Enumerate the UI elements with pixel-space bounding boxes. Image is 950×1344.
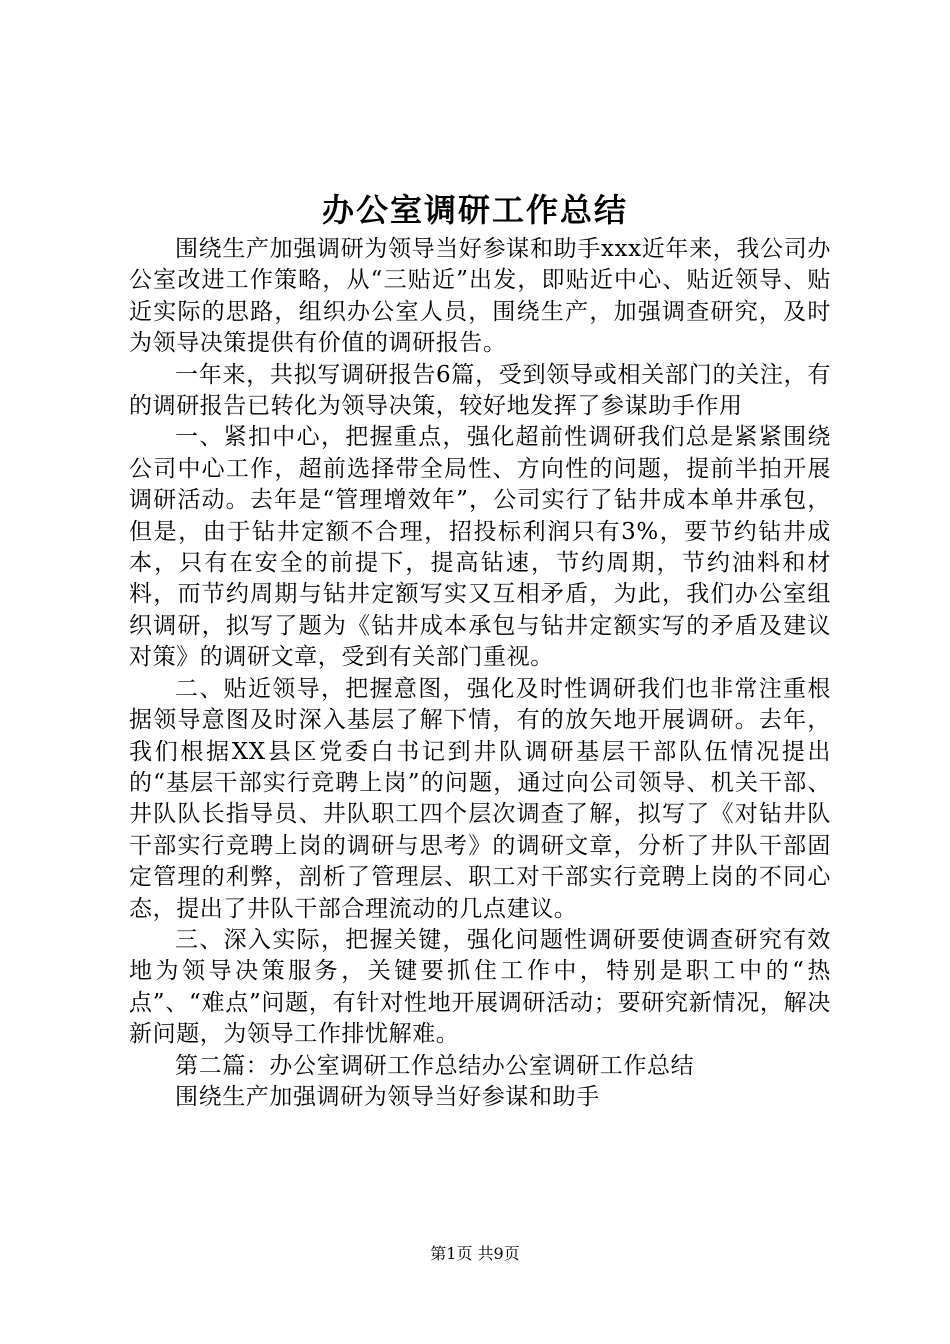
paragraph: 一年来，共拟写调研报告6篇，受到领导或相关部门的关注，有的调研报告已转化为领导决策，较好地发挥了参谋助手作用: [129, 361, 831, 420]
paragraph: 二、贴近领导，把握意图，强化及时性调研我们也非常注重根据领导意图及时深入基层了解下情，有的放矢地开展调研。去年，我们根据XX县区党委白书记到井队调研基层干部队伍情况提出的“基层干部实行竞聘上岗”的问题，通过向公司领导、机关干部、井队队长指导员、井队职工四个层次调查了解，拟写了《对钻井队干部实行竞聘上岗的调研与思考》的调研文章，分析了井队干部固定管理的利弊，剖析了管理层、职工对干部实行竞聘上岗的不同心态，提出了井队干部合理流动的几点建议。: [129, 675, 831, 922]
paragraph: 围绕生产加强调研为领导当好参谋和助手: [175, 1083, 600, 1110]
paragraph: 围绕生产加强调研为领导当好参谋和助手xxx近年来，我公司办公室改进工作策略，从“三贴近”出发，即贴近中心、贴近领导、贴近实际的思路，组织办公室人员，围绕生产，加强调查研究，及时为领导决策提供有价值的调研报告。: [129, 236, 831, 357]
paragraph: 第二篇：办公室调研工作总结办公室调研工作总结: [175, 1052, 695, 1079]
document-body: [129, 234, 831, 1113]
page-footer: 第1页 共9页: [430, 1244, 520, 1263]
paragraph: 一、紧扣中心，把握重点，强化超前性调研我们总是紧紧围绕公司中心工作，超前选择带全局性、方向性的问题，提前半拍开展调研活动。去年是“管理增效年”，公司实行了钻井成本单井承包，但是，由于钻井定额不合理，招投标利润只有3%，要节约钻井成本，只有在安全的前提下，提高钻速，节约周期，节约油料和材料，而节约周期与钻井定额写实又互相矛盾，为此，我们办公室组织调研，拟写了题为《钻井成本承包与钻井定额实写的矛盾及建议对策》的调研文章，受到有关部门重视。: [129, 424, 831, 671]
document-title: 办公室调研工作总结: [321, 191, 628, 229]
paragraph: 三、深入实际，把握关键，强化问题性调研要使调查研究有效地为领导决策服务，关键要抓住工作中，特别是职工中的“热点”、“难点”问题，有针对性地开展调研活动；要研究新情况，解决新问题，为领导工作排忧解难。: [129, 926, 831, 1048]
